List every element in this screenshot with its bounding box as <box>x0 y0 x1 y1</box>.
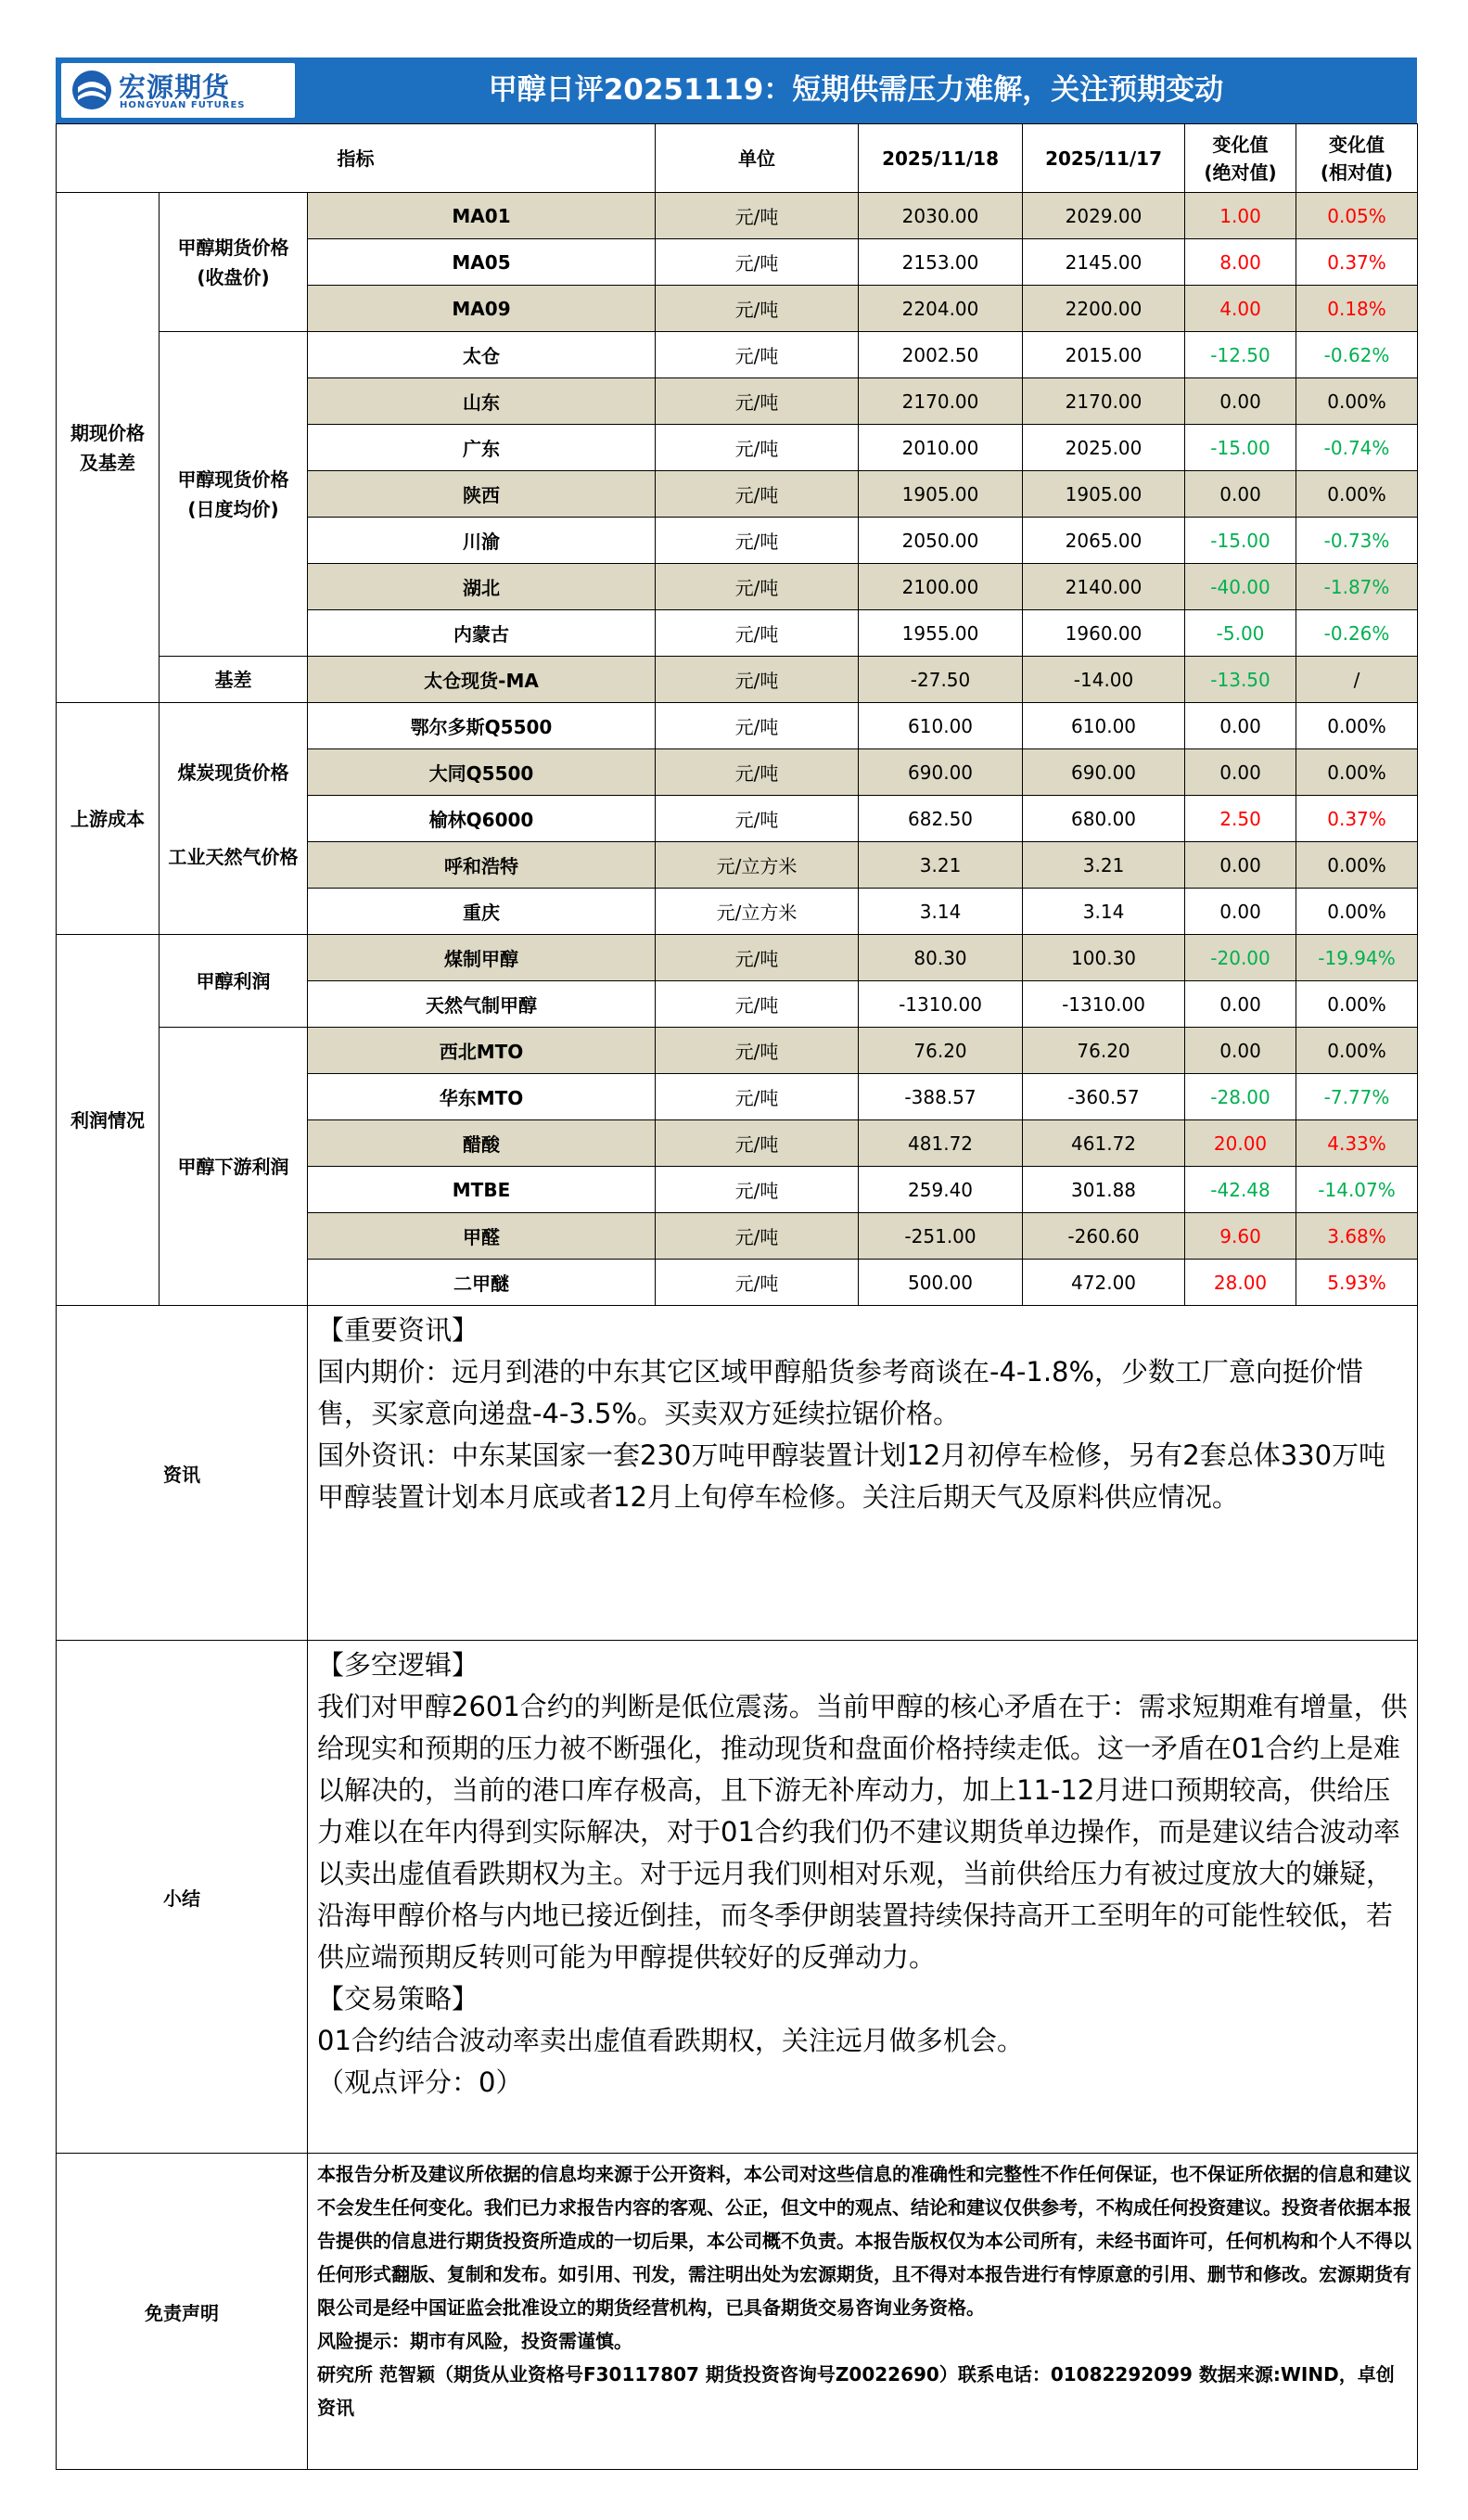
row-rel-change: -7.77% <box>1296 1074 1418 1120</box>
row-item: 二甲醚 <box>308 1260 656 1306</box>
row-unit: 元/吨 <box>656 749 859 796</box>
row-rel-change: 0.18% <box>1296 286 1418 332</box>
row-value-date2: 2025.00 <box>1023 425 1185 471</box>
table-row <box>57 193 1418 239</box>
view-score: （观点评分：0） <box>317 2066 523 2098</box>
row-unit: 元/吨 <box>656 1074 859 1120</box>
subgroup-basis: 基差 <box>160 657 308 703</box>
row-rel-change: 3.68% <box>1296 1213 1418 1260</box>
row-value-date1: 2170.00 <box>859 378 1023 425</box>
row-unit: 元/吨 <box>656 981 859 1028</box>
row-unit: 元/吨 <box>656 471 859 518</box>
news-section <box>57 1306 1418 1641</box>
row-value-date2: 690.00 <box>1023 749 1185 796</box>
row-value-date2: 472.00 <box>1023 1260 1185 1306</box>
price-table <box>56 123 1418 1306</box>
row-abs-change: 9.60 <box>1185 1213 1296 1260</box>
row-value-date2: 76.20 <box>1023 1028 1185 1074</box>
subgroup-gas-price: 工业天然气价格 <box>160 842 308 935</box>
group-upstream-cost: 上游成本 <box>57 703 160 935</box>
row-abs-change: -42.48 <box>1185 1167 1296 1213</box>
row-unit: 元/吨 <box>656 425 859 471</box>
row-abs-change: 20.00 <box>1185 1120 1296 1167</box>
row-abs-change: -15.00 <box>1185 518 1296 564</box>
row-value-date1: 690.00 <box>859 749 1023 796</box>
row-value-date1: 259.40 <box>859 1167 1023 1213</box>
row-value-date2: -360.57 <box>1023 1074 1185 1120</box>
row-value-date2: 3.14 <box>1023 889 1185 935</box>
row-unit: 元/吨 <box>656 610 859 657</box>
row-value-date2: 1960.00 <box>1023 610 1185 657</box>
subgroup-futures-price: 甲醇期货价格 (收盘价) <box>160 193 308 332</box>
news-content <box>308 1306 1418 1641</box>
row-value-date1: 682.50 <box>859 796 1023 842</box>
logic-text: 我们对甲醇2601合约的判断是低位震荡。当前甲醇的核心矛盾在于：需求短期难有增量，供给现实和预期的压力被不断强化，推动现货和盘面价格持续走低。这一矛盾在01合约上是难以解决的，当前的港口库存极高，且下游无补库动力，加上11-12月进口预期较高，供给压力难以在年内得到实际解决，对于01合约我们仍不建议期货单边操作，而是建议结合波动率以卖出虚值看跌期权为主。对于远月我们则相对乐观，当前供给压力有被过度放大的嫌疑，沿海甲醇价格与内地已接近倒挂，而冬季伊朗装置持续保持高开工至明年的可能性较低，若供应端预期反转则可能为甲醇提供较好的反弹动力。 <box>317 1691 1408 1973</box>
row-unit: 元/吨 <box>656 286 859 332</box>
row-value-date2: -1310.00 <box>1023 981 1185 1028</box>
row-abs-change: 0.00 <box>1185 471 1296 518</box>
row-value-date1: 610.00 <box>859 703 1023 749</box>
row-rel-change: -0.62% <box>1296 332 1418 378</box>
row-value-date2: 2200.00 <box>1023 286 1185 332</box>
row-rel-change: 0.00% <box>1296 749 1418 796</box>
row-unit: 元/吨 <box>656 1167 859 1213</box>
hongyuan-logo-icon <box>70 69 113 111</box>
row-unit: 元/吨 <box>656 935 859 981</box>
news-label: 资讯 <box>57 1306 308 1641</box>
row-unit: 元/立方米 <box>656 842 859 889</box>
row-item: 内蒙古 <box>308 610 656 657</box>
row-unit: 元/吨 <box>656 332 859 378</box>
row-abs-change: 0.00 <box>1185 981 1296 1028</box>
row-rel-change: 0.05% <box>1296 193 1418 239</box>
row-abs-change: -15.00 <box>1185 425 1296 471</box>
row-rel-change: 0.00% <box>1296 981 1418 1028</box>
row-value-date2: 680.00 <box>1023 796 1185 842</box>
subgroup-spot-price: 甲醇现货价格 (日度均价) <box>160 332 308 657</box>
row-rel-change: -0.73% <box>1296 518 1418 564</box>
row-item: MA09 <box>308 286 656 332</box>
row-value-date2: -260.60 <box>1023 1213 1185 1260</box>
disclaimer-label: 免责声明 <box>57 2154 308 2470</box>
row-value-date2: 1905.00 <box>1023 471 1185 518</box>
col-header-indicator: 指标 <box>57 124 656 193</box>
row-value-date2: 2140.00 <box>1023 564 1185 610</box>
row-value-date1: -251.00 <box>859 1213 1023 1260</box>
row-unit: 元/吨 <box>656 796 859 842</box>
col-header-date1: 2025/11/18 <box>859 124 1023 193</box>
report-header <box>56 58 1417 123</box>
strategy-text: 01合约结合波动率卖出虚值看跌期权，关注远月做多机会。 <box>317 2025 1024 2056</box>
row-item: MTBE <box>308 1167 656 1213</box>
group-price-basis: 期现价格 及基差 <box>57 193 160 703</box>
methanol-daily-report <box>56 58 1417 2470</box>
row-item: MA01 <box>308 193 656 239</box>
row-item: 西北MTO <box>308 1028 656 1074</box>
row-abs-change: -13.50 <box>1185 657 1296 703</box>
table-row <box>57 657 1418 703</box>
row-rel-change: 0.00% <box>1296 703 1418 749</box>
logo-english-name: HONGYUAN FUTURES <box>120 100 246 110</box>
row-abs-change: -5.00 <box>1185 610 1296 657</box>
row-item: 山东 <box>308 378 656 425</box>
row-rel-change: 0.37% <box>1296 239 1418 286</box>
row-value-date1: 1955.00 <box>859 610 1023 657</box>
commentary-table <box>56 1306 1418 2470</box>
logo-chinese-name: 宏源期货 <box>119 71 231 103</box>
row-value-date1: 500.00 <box>859 1260 1023 1306</box>
row-value-date2: 3.21 <box>1023 842 1185 889</box>
row-value-date1: 2010.00 <box>859 425 1023 471</box>
row-value-date2: 100.30 <box>1023 935 1185 981</box>
summary-section <box>57 1641 1418 2154</box>
row-unit: 元/吨 <box>656 1260 859 1306</box>
table-row <box>57 1028 1418 1074</box>
subgroup-methanol-profit: 甲醇利润 <box>160 935 308 1028</box>
row-item: 川渝 <box>308 518 656 564</box>
row-value-date2: -14.00 <box>1023 657 1185 703</box>
col-header-unit: 单位 <box>656 124 859 193</box>
col-header-date2: 2025/11/17 <box>1023 124 1185 193</box>
disclaimer-section <box>57 2154 1418 2470</box>
row-rel-change: -1.87% <box>1296 564 1418 610</box>
row-abs-change: 0.00 <box>1185 842 1296 889</box>
research-contact: 研究所 范智颖（期货从业资格号F30117807 期货投资咨询号Z0022690）联系电话：01082292099 数据来源:WIND，卓创资讯 <box>317 2363 1395 2419</box>
row-value-date1: 2153.00 <box>859 239 1023 286</box>
row-unit: 元/吨 <box>656 1120 859 1167</box>
row-value-date1: 3.21 <box>859 842 1023 889</box>
row-unit: 元/吨 <box>656 657 859 703</box>
row-abs-change: -28.00 <box>1185 1074 1296 1120</box>
table-row <box>57 935 1418 981</box>
disclaimer-content <box>308 2154 1418 2470</box>
row-value-date1: 1905.00 <box>859 471 1023 518</box>
summary-label: 小结 <box>57 1641 308 2154</box>
row-abs-change: 28.00 <box>1185 1260 1296 1306</box>
row-unit: 元/吨 <box>656 1213 859 1260</box>
row-rel-change: 0.00% <box>1296 889 1418 935</box>
row-unit: 元/吨 <box>656 518 859 564</box>
row-item: MA05 <box>308 239 656 286</box>
row-rel-change: -0.74% <box>1296 425 1418 471</box>
row-rel-change: 0.00% <box>1296 471 1418 518</box>
row-item: 鄂尔多斯Q5500 <box>308 703 656 749</box>
row-value-date1: 80.30 <box>859 935 1023 981</box>
row-item: 榆林Q6000 <box>308 796 656 842</box>
row-rel-change: / <box>1296 657 1418 703</box>
row-unit: 元/吨 <box>656 239 859 286</box>
row-item: 大同Q5500 <box>308 749 656 796</box>
strategy-heading: 【交易策略】 <box>317 1983 479 2015</box>
table-row <box>57 332 1418 378</box>
row-abs-change: 4.00 <box>1185 286 1296 332</box>
subgroup-downstream-profit: 甲醇下游利润 <box>160 1028 308 1306</box>
row-abs-change: 8.00 <box>1185 239 1296 286</box>
news-domestic: 国内期价：远月到港的中东其它区域甲醇船货参考商谈在-4-1.8%，少数工厂意向挺价惜售，买家意向递盘-4-3.5%。买卖双方延续拉锯价格。 <box>317 1356 1364 1429</box>
row-value-date1: -1310.00 <box>859 981 1023 1028</box>
row-value-date1: -27.50 <box>859 657 1023 703</box>
table-row <box>57 842 1418 889</box>
row-value-date2: 301.88 <box>1023 1167 1185 1213</box>
row-rel-change: -14.07% <box>1296 1167 1418 1213</box>
row-abs-change: -20.00 <box>1185 935 1296 981</box>
row-item: 天然气制甲醇 <box>308 981 656 1028</box>
row-value-date2: 2170.00 <box>1023 378 1185 425</box>
col-header-abs-change: 变化值 (绝对值) <box>1185 124 1296 193</box>
report-title: 甲醇日评20251119：短期供需压力难解，关注预期变动 <box>488 73 1224 107</box>
row-rel-change: 5.93% <box>1296 1260 1418 1306</box>
row-abs-change: 0.00 <box>1185 889 1296 935</box>
row-value-date2: 2015.00 <box>1023 332 1185 378</box>
row-unit: 元/吨 <box>656 564 859 610</box>
row-item: 广东 <box>308 425 656 471</box>
subgroup-coal-price: 煤炭现货价格 <box>160 703 308 842</box>
row-value-date2: 461.72 <box>1023 1120 1185 1167</box>
row-item: 醋酸 <box>308 1120 656 1167</box>
row-value-date1: 2100.00 <box>859 564 1023 610</box>
row-rel-change: -19.94% <box>1296 935 1418 981</box>
row-value-date1: 481.72 <box>859 1120 1023 1167</box>
row-unit: 元/吨 <box>656 1028 859 1074</box>
row-item: 太仓 <box>308 332 656 378</box>
row-unit: 元/吨 <box>656 378 859 425</box>
row-rel-change: -0.26% <box>1296 610 1418 657</box>
row-abs-change: -40.00 <box>1185 564 1296 610</box>
news-foreign: 国外资讯：中东某国家一套230万吨甲醇装置计划12月初停车检修，另有2套总体330万吨甲醇装置计划本月底或者12月上旬停车检修。关注后期天气及原料供应情况。 <box>317 1439 1386 1513</box>
row-abs-change: 0.00 <box>1185 749 1296 796</box>
row-unit: 元/吨 <box>656 193 859 239</box>
summary-content <box>308 1641 1418 2154</box>
table-header-row <box>57 124 1418 193</box>
row-item: 陕西 <box>308 471 656 518</box>
company-logo <box>61 63 295 118</box>
logic-heading: 【多空逻辑】 <box>317 1649 479 1681</box>
row-item: 湖北 <box>308 564 656 610</box>
row-value-date2: 610.00 <box>1023 703 1185 749</box>
row-rel-change: 0.37% <box>1296 796 1418 842</box>
row-abs-change: -12.50 <box>1185 332 1296 378</box>
row-value-date2: 2145.00 <box>1023 239 1185 286</box>
news-heading: 【重要资讯】 <box>317 1314 479 1346</box>
row-item: 太仓现货-MA <box>308 657 656 703</box>
row-unit: 元/立方米 <box>656 889 859 935</box>
row-value-date2: 2029.00 <box>1023 193 1185 239</box>
row-item: 华东MTO <box>308 1074 656 1120</box>
row-value-date1: 2204.00 <box>859 286 1023 332</box>
col-header-rel-change: 变化值 (相对值) <box>1296 124 1418 193</box>
row-value-date1: 2030.00 <box>859 193 1023 239</box>
row-value-date1: -388.57 <box>859 1074 1023 1120</box>
disclaimer-text: 本报告分析及建议所依据的信息均来源于公开资料，本公司对这些信息的准确性和完整性不作任何保证，也不保证所依据的信息和建议不会发生任何变化。我们已力求报告内容的客观、公正，但文中的观点、结论和建议仅供参考，不构成任何投资建议。投资者依据本报告提供的信息进行期货投资所造成的一切后果，本公司概不负责。本报告版权仅为本公司所有，未经书面许可，任何机构和个人不得以任何形式翻版、复制和发布。如引用、刊发，需注明出处为宏源期货，且不得对本报告进行有悖原意的引用、删节和修改。宏源期货有限公司是经中国证监会批准设立的期货经营机构，已具备期货交易咨询业务资格。 <box>317 2163 1411 2319</box>
row-value-date1: 2050.00 <box>859 518 1023 564</box>
row-rel-change: 0.00% <box>1296 842 1418 889</box>
row-item: 重庆 <box>308 889 656 935</box>
group-profit: 利润情况 <box>57 935 160 1306</box>
row-value-date1: 76.20 <box>859 1028 1023 1074</box>
row-value-date1: 3.14 <box>859 889 1023 935</box>
row-item: 煤制甲醇 <box>308 935 656 981</box>
row-unit: 元/吨 <box>656 703 859 749</box>
row-value-date2: 2065.00 <box>1023 518 1185 564</box>
table-row <box>57 703 1418 749</box>
row-rel-change: 4.33% <box>1296 1120 1418 1167</box>
row-item: 呼和浩特 <box>308 842 656 889</box>
row-rel-change: 0.00% <box>1296 1028 1418 1074</box>
row-abs-change: 1.00 <box>1185 193 1296 239</box>
risk-warning: 风险提示：期市有风险，投资需谨慎。 <box>317 2330 632 2352</box>
row-abs-change: 2.50 <box>1185 796 1296 842</box>
row-abs-change: 0.00 <box>1185 1028 1296 1074</box>
row-rel-change: 0.00% <box>1296 378 1418 425</box>
row-abs-change: 0.00 <box>1185 378 1296 425</box>
row-value-date1: 2002.50 <box>859 332 1023 378</box>
row-abs-change: 0.00 <box>1185 703 1296 749</box>
row-item: 甲醛 <box>308 1213 656 1260</box>
